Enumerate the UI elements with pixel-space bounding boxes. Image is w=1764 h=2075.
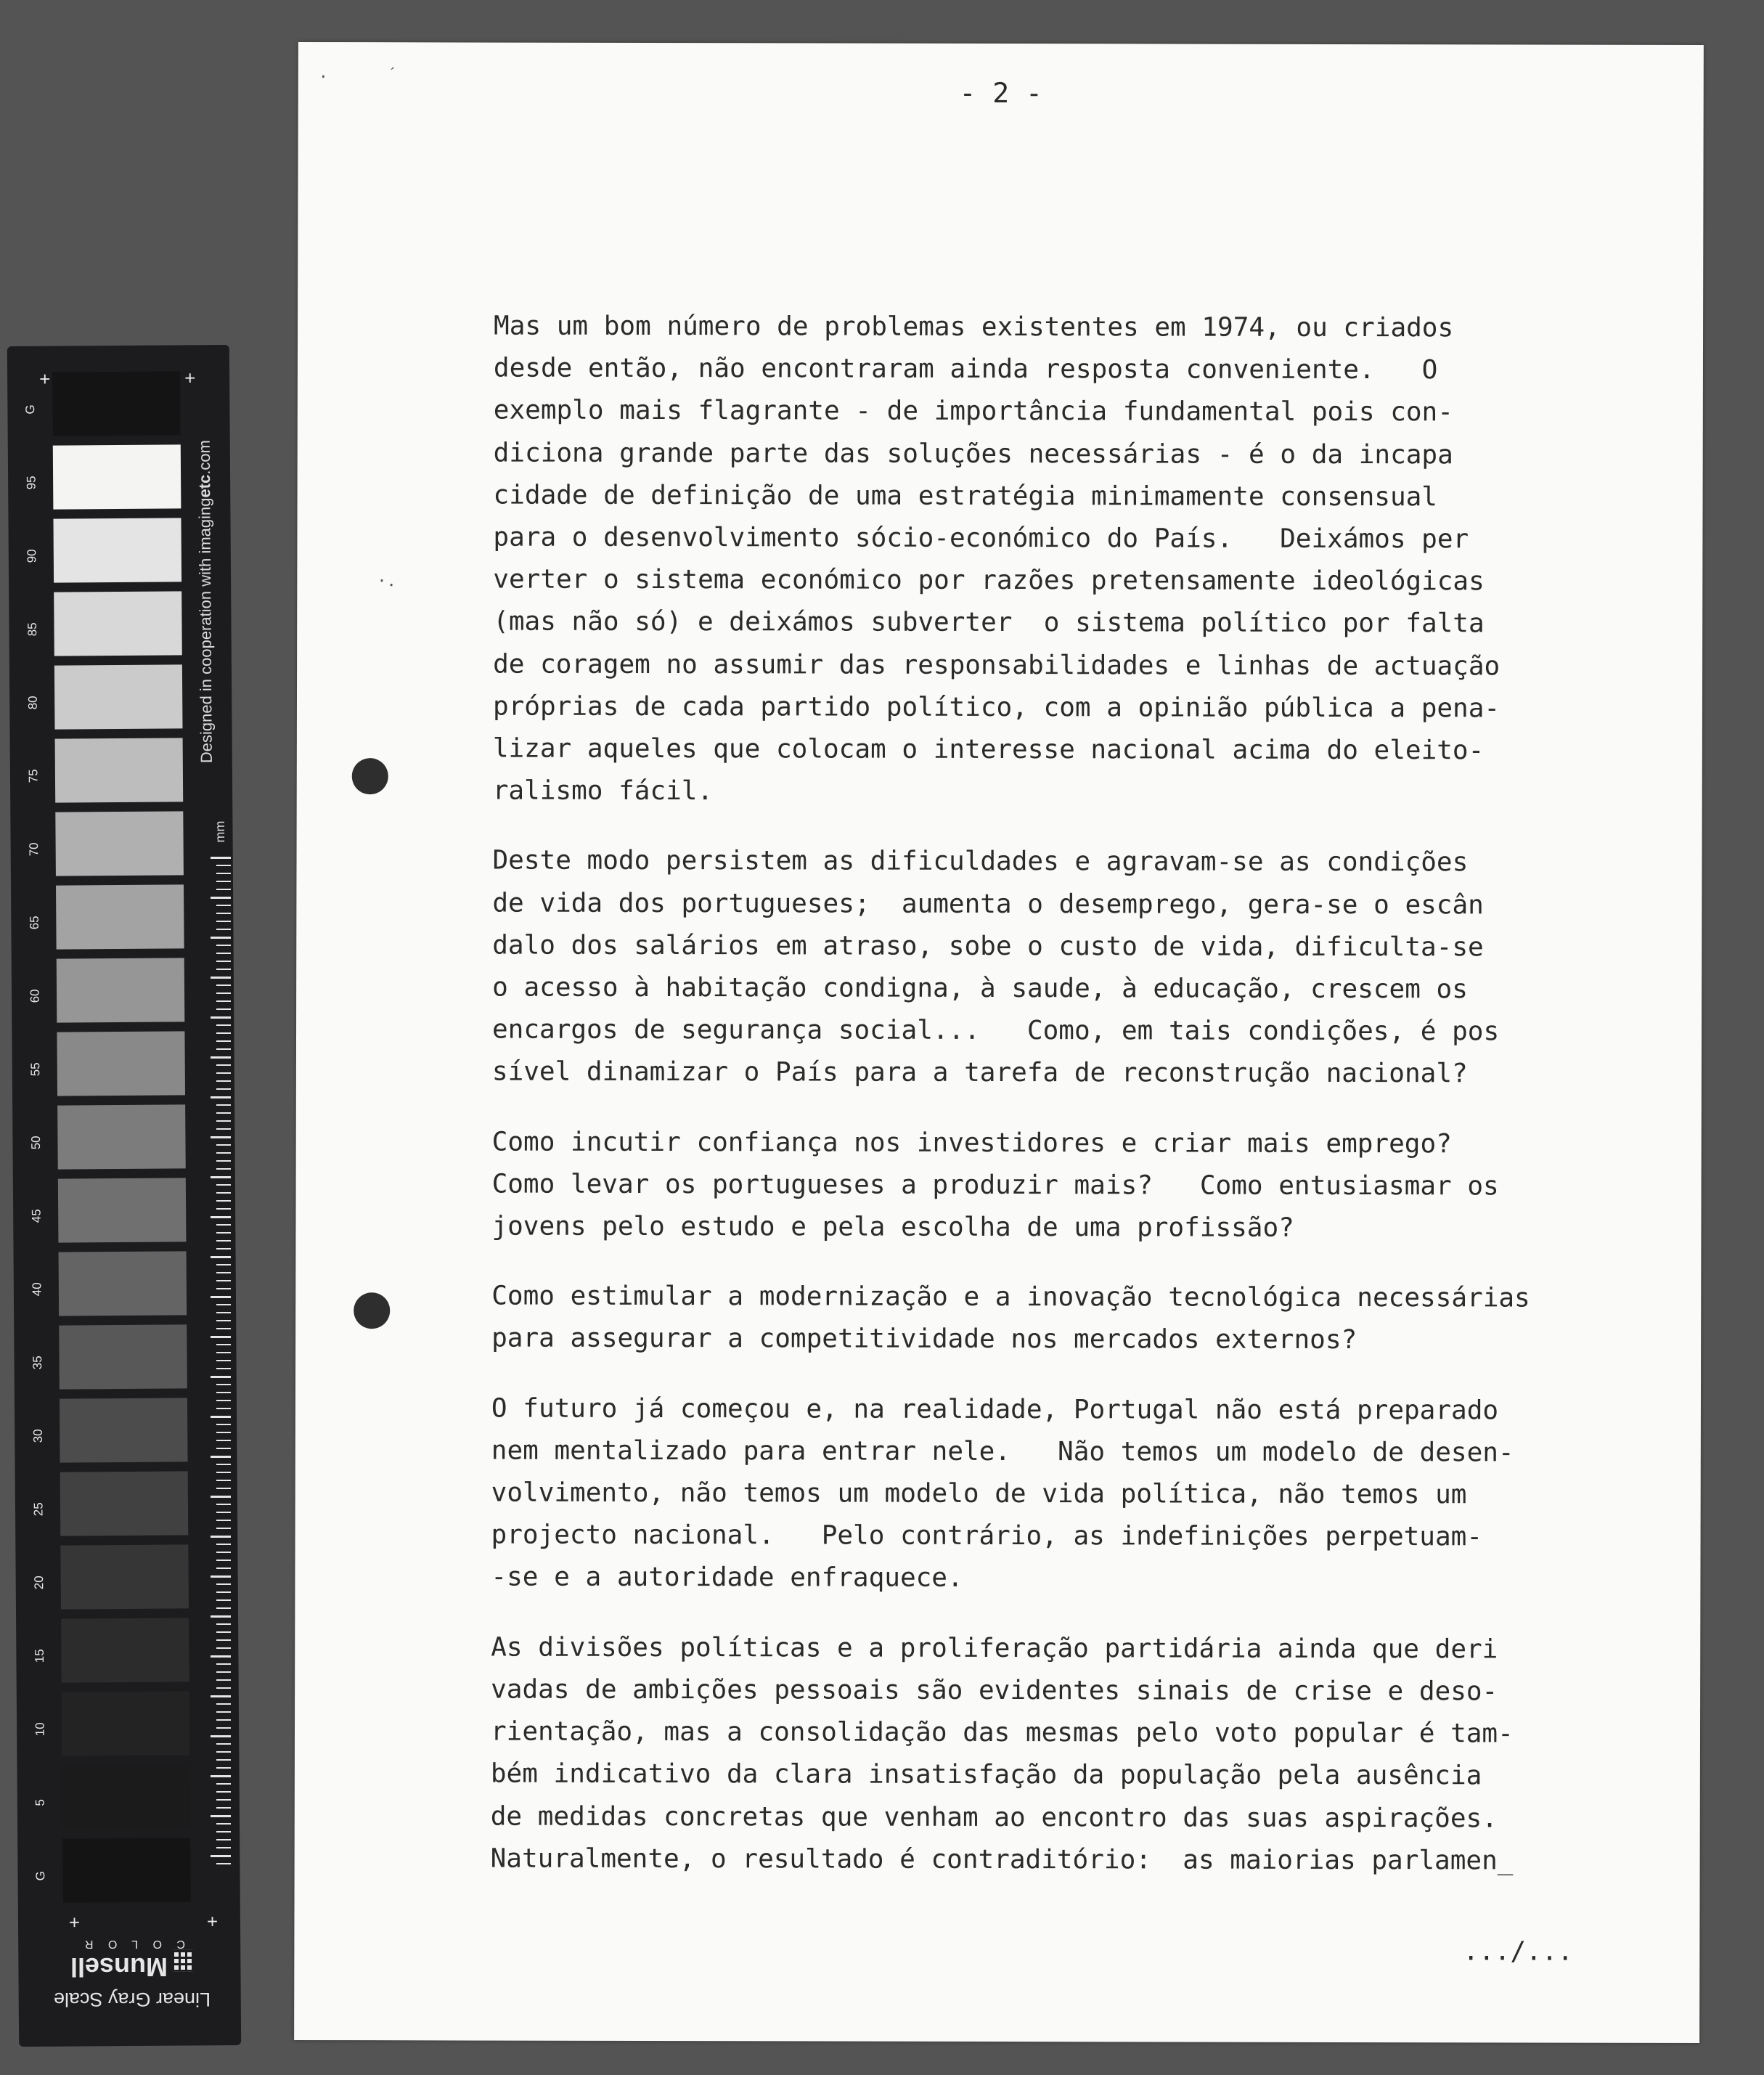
text-line: rientação, mas a consolidação das mesmas pelo voto popular é tam-	[490, 1716, 1514, 1749]
gray-patches	[52, 371, 194, 1912]
mm-ruler-major	[211, 857, 231, 1866]
paragraph	[491, 1387, 1667, 1601]
scale-number-text: 55	[28, 1061, 42, 1076]
scale-number-text: 35	[30, 1355, 44, 1369]
text-line: sível dinamizar o País para a tarefa de reconstrução nacional?	[491, 1056, 1468, 1089]
scale-number-text: 90	[24, 548, 38, 563]
text-line: próprias de cada partido político, com a opinião pública a pena-	[492, 691, 1500, 724]
scale-number-text: 70	[26, 841, 41, 856]
text-line: Deste modo persistem as dificuldades e agravam-se as condições	[492, 845, 1469, 878]
text-line: verter o sistema económico por razões pretensamente ideológicas	[493, 564, 1485, 597]
scale-number-text: 85	[25, 621, 39, 636]
gray-patch	[57, 958, 185, 1022]
scale-number	[21, 1326, 54, 1399]
text-line: Como incutir confiança nos investidores e criar mais emprego?	[491, 1127, 1452, 1159]
scale-number	[21, 1252, 54, 1326]
text-line: o acesso à habitação condigna, à saude, à educação, crescem os	[492, 972, 1468, 1005]
speck-mark: ˊ	[389, 65, 396, 83]
text-line: Como estimular a modernização e a inovação tecnológica necessárias	[491, 1281, 1530, 1313]
text-line: para assegurar a competitividade nos mercados externos?	[491, 1324, 1357, 1356]
brand-name: Munsell	[70, 1952, 168, 1982]
text-line: cidade de definição de uma estratégia minimamente consensual	[493, 480, 1438, 513]
page-number: - 2 -	[959, 76, 1042, 110]
text-line: dalo dos salários em atraso, sobe o custo de vida, dificulta-se	[492, 930, 1484, 963]
plus-mark: +	[39, 367, 51, 390]
gray-patch	[56, 884, 184, 949]
gray-patch	[54, 664, 183, 729]
scale-number	[19, 1032, 52, 1106]
text-line: bém indicativo da clara insatisfação da população pela ausência	[490, 1758, 1482, 1791]
gray-patch	[54, 591, 182, 656]
brand-sub: C O L O R	[78, 1938, 186, 1950]
body-text	[491, 306, 1670, 1910]
text-line: de vida dos portugueses; aumenta o desemprego, gera-se o escân	[492, 888, 1484, 921]
gray-patch	[62, 1691, 190, 1756]
scale-number-text: G	[33, 1870, 48, 1881]
scale-number	[24, 1692, 57, 1766]
text-line: de coragem no assumir das responsabilidades e linhas de actuação	[493, 649, 1500, 682]
scale-number-text: 20	[31, 1575, 46, 1589]
scale-number-text: 5	[33, 1798, 47, 1806]
scale-number-text: G	[23, 404, 38, 415]
munsell-brand	[45, 1937, 219, 2010]
gray-patch	[53, 444, 181, 509]
text-line: nem mentalizado para entrar nele. Não temos um modelo de desen-	[491, 1435, 1514, 1468]
text-line: As divisões políticas e a proliferação partidária ainda que deri	[491, 1632, 1498, 1665]
scale-number-text: 30	[30, 1428, 45, 1443]
gray-patch	[62, 1764, 190, 1829]
mm-label: mm	[212, 820, 228, 843]
scale-number-text: 40	[29, 1281, 44, 1296]
gray-patch	[60, 1544, 189, 1609]
scale-number	[15, 519, 48, 592]
scale-number	[24, 1766, 57, 1839]
scale-number-text: 95	[24, 475, 38, 489]
gray-scale-card	[7, 345, 241, 2047]
punch-hole	[354, 1292, 390, 1329]
plus-mark: +	[68, 1911, 81, 1933]
scale-number	[16, 592, 49, 666]
text-line: ralismo fácil.	[492, 775, 714, 807]
gray-patch	[60, 1398, 188, 1462]
text-line: de medidas concretas que venham ao encontro das suas aspirações.	[490, 1801, 1498, 1833]
gray-patch	[58, 1178, 187, 1242]
text-line: jovens pelo estudo e pela escolha de uma profissão?	[491, 1211, 1294, 1243]
text-line: volvimento, não temos um modelo de vida política, não temos um	[491, 1477, 1467, 1510]
scale-number	[23, 1546, 55, 1619]
speck-mark: ·.	[377, 572, 396, 591]
text-line: para o desenvolvimento sócio-económico do País. Deixámos per	[493, 522, 1469, 555]
gray-patch	[55, 738, 184, 802]
scale-number-text: 60	[27, 988, 42, 1003]
scale-number	[20, 1106, 52, 1179]
gray-patch	[53, 518, 181, 582]
designed-credit: Designed in cooperation with imagingetc.com	[195, 439, 216, 764]
scale-number	[23, 1619, 56, 1692]
scale-number	[17, 739, 50, 812]
scale-number-text: 15	[32, 1648, 46, 1663]
gray-patch	[60, 1471, 189, 1536]
speck-mark: ·	[318, 68, 329, 87]
document-page	[294, 42, 1704, 2043]
text-line: Como levar os portugueses a produzir mais? Como entusiasmar os	[491, 1169, 1499, 1202]
paragraph	[492, 840, 1669, 1096]
gray-patch	[61, 1618, 189, 1682]
gray-patch	[55, 811, 184, 876]
text-line: diciona grande parte das soluções necessárias - é o da incapa	[493, 438, 1453, 470]
gray-patch	[57, 1104, 186, 1169]
scale-number	[17, 666, 49, 739]
scale-name: Linear Gray Scale	[53, 1988, 211, 2010]
scale-number	[25, 1839, 57, 1912]
scale-number-text: 50	[28, 1135, 43, 1149]
gray-patch	[57, 1031, 185, 1096]
scale-number	[15, 446, 48, 519]
text-line: (mas não só) e deixámos subverter o sistema político por falta	[493, 606, 1485, 639]
gray-patch	[59, 1324, 187, 1389]
scale-number-text: 75	[25, 768, 41, 783]
text-line: Naturalmente, o resultado é contraditório: as maiorias parlamen_	[490, 1843, 1514, 1876]
text-line: Mas um bom número de problemas existentes em 1974, ou criados	[494, 311, 1454, 343]
gray-patch	[62, 1838, 191, 1902]
continuation-mark: .../...	[1463, 1936, 1574, 1967]
scale-number	[23, 1472, 55, 1546]
text-line: desde então, não encontraram ainda resposta conveniente. O	[493, 353, 1438, 386]
text-line: exemplo mais flagrante - de importância fundamental pois con-	[493, 395, 1453, 428]
gray-patch	[59, 1251, 187, 1316]
plus-mark: +	[206, 1910, 219, 1933]
scale-number-text: 25	[30, 1501, 46, 1516]
text-line: lizar aqueles que colocam o interesse nacional acima do eleito-	[492, 733, 1485, 766]
paragraph	[491, 1626, 1667, 1883]
scale-number-text: 45	[29, 1208, 44, 1223]
plus-mark: +	[184, 367, 196, 389]
paragraph	[493, 306, 1670, 815]
punch-hole	[352, 758, 388, 794]
scale-number	[17, 812, 50, 886]
scale-number-text: 80	[25, 695, 40, 709]
scale-number	[22, 1399, 54, 1472]
text-line: O futuro já começou e, na realidade, Portugal não está preparado	[491, 1393, 1499, 1426]
text-line: projecto nacional. Pelo contrário, as indefinições perpetuam-	[491, 1520, 1483, 1552]
scale-number-text: 10	[33, 1721, 47, 1736]
scale-number	[18, 886, 51, 959]
scale-numbers	[15, 372, 57, 1912]
text-line: vadas de ambições pessoais são evidentes sinais de crise e deso-	[491, 1674, 1498, 1707]
scale-number	[19, 959, 52, 1032]
scale-number-text: 65	[27, 915, 41, 929]
scale-number	[20, 1179, 53, 1252]
text-line: encargos de segurança social... Como, em tais condições, é pos	[491, 1014, 1500, 1047]
gray-patch	[52, 371, 181, 436]
paragraph	[491, 1121, 1667, 1250]
text-line: -se e a autoridade enfraquece.	[491, 1562, 963, 1594]
munsell-logo-icon	[172, 1950, 194, 1972]
paragraph	[491, 1276, 1667, 1363]
